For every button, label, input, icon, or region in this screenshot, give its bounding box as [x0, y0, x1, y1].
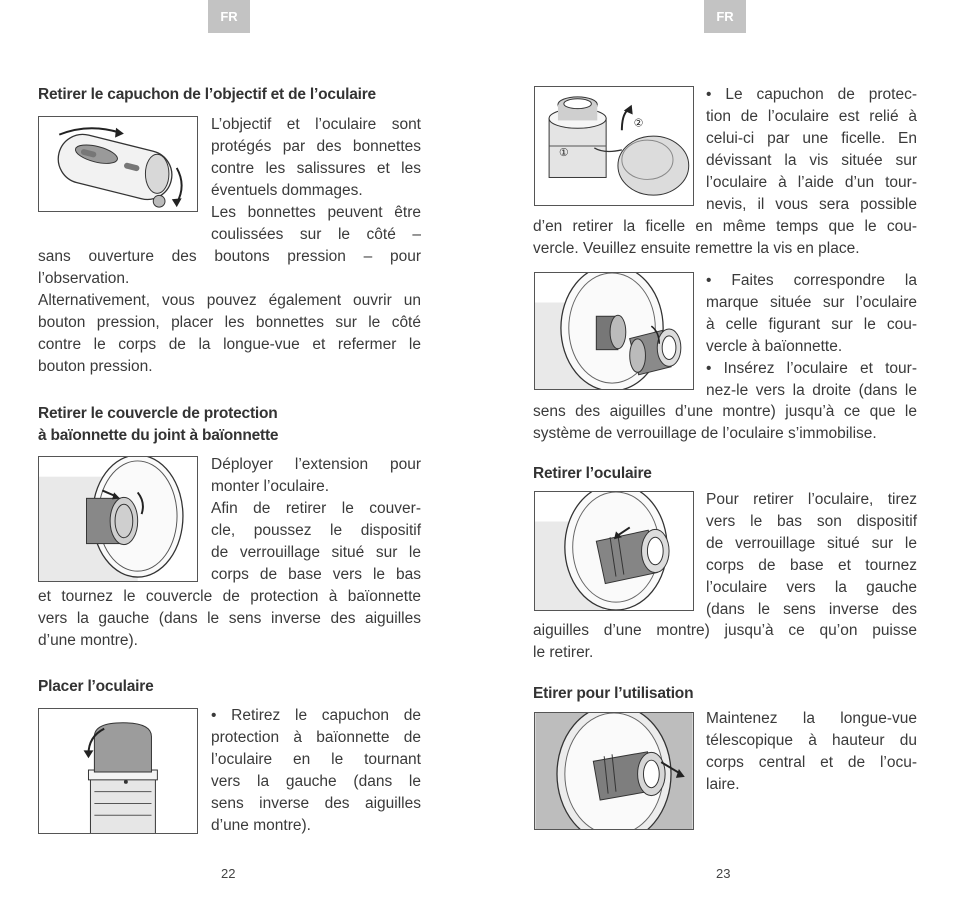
text-line: protection à baïonnette de	[211, 729, 421, 746]
text-line: aiguilles d’une montre) jusqu’à ce qu’on puisse	[533, 622, 917, 639]
text-line: L’objectif et l’oculaire sont	[211, 116, 421, 133]
text-line: Alternativement, vous pouvez également ouvrir un	[38, 292, 421, 309]
section-title-remove-bayonet-cover	[38, 403, 278, 447]
section-title-remove-eyepiece: Retirer l’oculaire	[533, 465, 652, 482]
text-line: système de verrouillage de l’oculaire s’immobilise.	[533, 425, 877, 442]
language-tab-left: FR	[208, 0, 250, 33]
text-line: vers le bas son dispositif	[706, 513, 917, 530]
sec1-paragraph-a	[211, 114, 421, 246]
text-line: vercle à baïonnette.	[706, 338, 843, 355]
text-line: tion de l’oculaire est relié à	[706, 108, 917, 125]
text-line: d’une montre).	[211, 817, 311, 834]
title-line: Retirer le couvercle de protection	[38, 405, 278, 422]
sec4-paragraph-a	[706, 489, 917, 621]
text-line: cle, poussez le dispositif	[211, 522, 421, 539]
text-line: • Retirez le capuchon de	[211, 707, 421, 724]
text-line: marque située sur l’oculaire	[706, 294, 917, 311]
text-line: l’oculaire à l’aide d’un tour-	[706, 174, 917, 191]
sec3-paragraph	[211, 705, 421, 837]
figure-scope-caps	[38, 116, 198, 212]
text-line: télescopique à hauteur du	[706, 732, 917, 749]
text-line: vers la gauche (dans le	[211, 773, 421, 790]
text-line: • Faites correspondre la	[706, 272, 917, 289]
text-line: à celle figurant sur le cou-	[706, 316, 917, 333]
text-line: celui-ci par une ficelle. En	[706, 130, 917, 147]
sec4-paragraph-b	[533, 620, 917, 664]
text-line: vers la gauche (dans le sens inverse des aiguilles	[38, 610, 421, 627]
section-title-place-eyepiece: Placer l’oculaire	[38, 678, 154, 695]
figure-insert-eyepiece	[534, 272, 694, 390]
fig-label-2: ②	[633, 116, 644, 130]
text-line: laire.	[706, 776, 740, 793]
text-line: dévissant la vis située sur	[706, 152, 917, 169]
text-line: Pour retirer l’oculaire, tirez	[706, 491, 917, 508]
text-line: bouton pression, placer les bonnettes sur le côté	[38, 314, 421, 331]
text-line: d’en retirer la ficelle en même temps que le cou-	[533, 218, 917, 235]
text-line: l’oculaire vers la gauche	[706, 579, 917, 596]
text-line: Afin de retirer le couver-	[211, 500, 421, 517]
language-tab-right: FR	[704, 0, 746, 33]
page-number-left: 22	[221, 866, 236, 881]
section-title-extend-for-use: Etirer pour l’utilisation	[533, 685, 694, 702]
text-line: corps de base et tournez	[706, 557, 917, 574]
text-line: l’oculaire en le tournant	[211, 751, 421, 768]
page-number-right: 23	[716, 866, 731, 881]
text-line: corps de base vers le bas	[211, 566, 421, 583]
text-line: éventuels dommages.	[211, 182, 363, 199]
section-title-remove-caps: Retirer le capuchon de l’objectif et de l’oculaire	[38, 86, 376, 103]
text-line: vercle. Veuillez ensuite remettre la vis en place.	[533, 240, 860, 257]
text-line: nez-le vers la droite (dans le	[706, 382, 917, 399]
text-line: Maintenez la longue-vue	[706, 710, 917, 727]
block2-paragraph-a	[706, 270, 917, 402]
text-line: sens des aiguilles d’une montre) jusqu’à ce que le	[533, 403, 917, 420]
title-line: à baïonnette du joint à baïonnette	[38, 427, 279, 444]
text-line: monter l’oculaire.	[211, 478, 330, 495]
text-line: de verrouillage situé sur le	[211, 544, 421, 561]
text-line: coulissées sur le côté –	[211, 226, 421, 243]
text-line: protégés par des bonnettes	[211, 138, 421, 155]
figure-eyepiece-cap	[38, 708, 198, 834]
block2-paragraph-b	[533, 401, 917, 445]
block1-paragraph-b	[533, 216, 917, 260]
text-line: sans ouverture des boutons pression – pour	[38, 248, 421, 265]
text-line: • Le capuchon de protec-	[706, 86, 917, 103]
block1-paragraph-a	[706, 84, 917, 216]
text-line: Les bonnettes peuvent être	[211, 204, 421, 221]
text-line: • Insérez l’oculaire et tour-	[706, 360, 917, 377]
text-line: bouton pression.	[38, 358, 153, 375]
sec1-paragraph-b	[38, 246, 421, 378]
text-line: et tournez le couvercle de protection à baïonnette	[38, 588, 421, 605]
text-line: contre les salissures et les	[211, 160, 421, 177]
figure-extend-scope	[534, 712, 694, 830]
text-line: de verrouillage situé sur le	[706, 535, 917, 552]
sec2-paragraph-a	[211, 454, 421, 586]
text-line: d’une montre).	[38, 632, 138, 649]
text-line: corps central et de l’ocu-	[706, 754, 917, 771]
text-line: contre le corps de la longue-vue et refermer le	[38, 336, 421, 353]
text-line: le retirer.	[533, 644, 594, 661]
sec5-paragraph	[706, 708, 917, 796]
text-line: Déployer l’extension pour	[211, 456, 421, 473]
figure-remove-eyepiece	[534, 491, 694, 611]
text-line: (dans le sens inverse des	[706, 601, 917, 618]
text-line: l’observation.	[38, 270, 130, 287]
text-line: sens inverse des aiguilles	[211, 795, 421, 812]
figure-bayonet-cover	[38, 456, 198, 582]
fig-label-1: ①	[558, 145, 569, 159]
sec2-paragraph-b	[38, 586, 421, 652]
text-line: nevis, il vous sera possible	[706, 196, 917, 213]
figure-eyepiece-cord	[534, 86, 694, 206]
